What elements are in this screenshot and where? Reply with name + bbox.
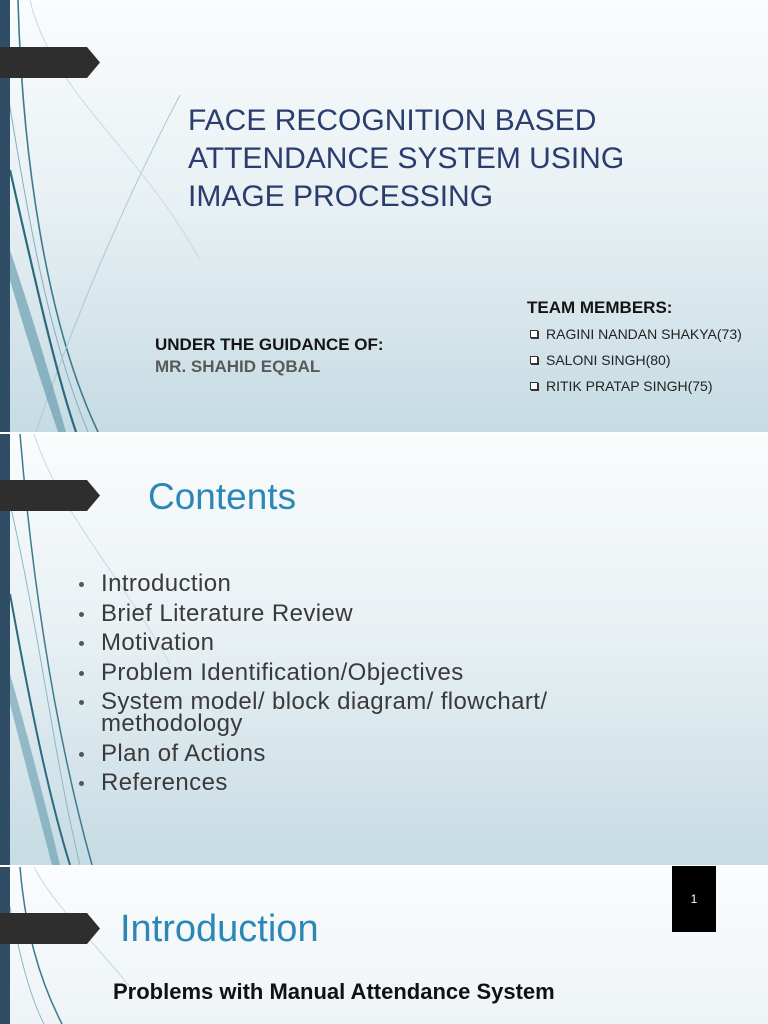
list-item-label: References xyxy=(101,769,228,796)
dot-bullet-icon xyxy=(79,781,84,786)
list-item-label: Brief Literature Review xyxy=(101,599,353,627)
list-item xyxy=(101,688,571,737)
title-line: ATTENDANCE SYSTEM USING xyxy=(188,142,625,175)
list-item xyxy=(101,769,571,796)
list-item xyxy=(101,658,571,686)
list-item xyxy=(101,599,571,627)
guide-name: MR. SHAHID EQBAL xyxy=(155,357,321,376)
team-member-name: RITIK PRATAP SINGH(75) xyxy=(546,378,713,394)
dot-bullet-icon xyxy=(79,582,84,587)
dot-bullet-icon xyxy=(79,612,84,617)
presentation-title xyxy=(188,102,624,216)
arrow-tab-icon xyxy=(0,480,100,511)
dot-bullet-icon xyxy=(79,641,84,646)
list-item xyxy=(101,739,571,767)
list-item-label: Motivation xyxy=(101,629,215,656)
team-members-list xyxy=(530,321,742,399)
team-member-item xyxy=(530,373,742,399)
arrow-tab-icon xyxy=(0,913,100,944)
slide-title: Contents xyxy=(148,476,297,517)
introduction-slide xyxy=(0,867,768,1024)
checkbox-bullet-icon xyxy=(530,330,538,338)
dot-bullet-icon xyxy=(79,700,84,705)
slide-left-bar xyxy=(0,867,10,1024)
list-item xyxy=(101,570,571,597)
list-item-label: System model/ block diagram/ flowchart/ methodology xyxy=(101,688,548,737)
page-number-badge: 1 xyxy=(672,866,716,932)
team-member-name: RAGINI NANDAN SHAKYA(73) xyxy=(546,326,742,342)
list-item-label: Plan of Actions xyxy=(101,739,266,767)
list-item xyxy=(101,629,571,656)
team-members-heading: TEAM MEMBERS: xyxy=(527,298,673,317)
contents-slide xyxy=(0,434,768,865)
guidance-heading: UNDER THE GUIDANCE OF: xyxy=(155,335,384,354)
list-item-label: Problem Identification/Objectives xyxy=(101,658,464,686)
team-member-item xyxy=(530,321,742,347)
title-slide xyxy=(0,0,768,432)
slide-subheading: Problems with Manual Attendance System xyxy=(113,979,555,1004)
contents-list xyxy=(101,570,571,802)
arrow-tab-icon xyxy=(0,47,100,78)
title-line: IMAGE PROCESSING xyxy=(188,180,494,213)
team-member-name: SALONI SINGH(80) xyxy=(546,352,671,368)
list-item-label: Introduction xyxy=(101,570,232,597)
title-line: FACE RECOGNITION BASED xyxy=(188,104,597,137)
checkbox-bullet-icon xyxy=(530,382,538,390)
checkbox-bullet-icon xyxy=(530,356,538,364)
dot-bullet-icon xyxy=(79,752,84,757)
team-member-item xyxy=(530,347,742,373)
slide-title: Introduction xyxy=(120,908,319,950)
dot-bullet-icon xyxy=(79,671,84,676)
